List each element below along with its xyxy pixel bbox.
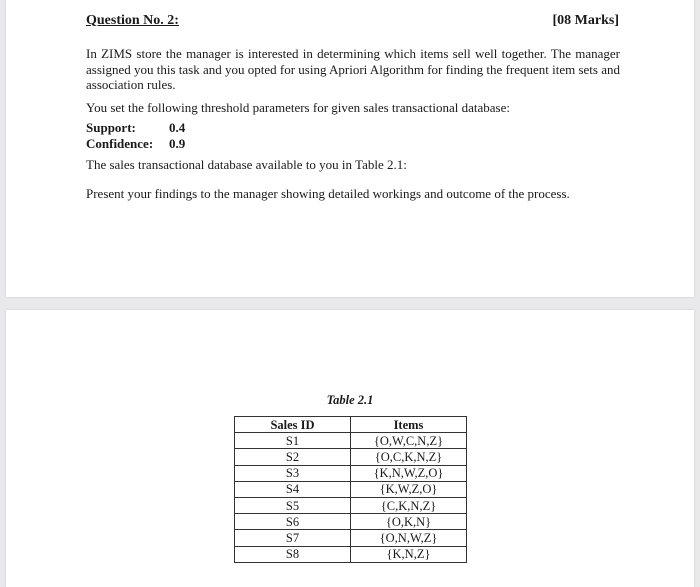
intro-paragraph: In ZIMS store the manager is interested in determining which items sell well together. The manager assigned you this task and you opted for using Apriori Algorithm for finding the frequent item sets and association rules. bbox=[86, 46, 621, 92]
sales-id-cell: S1 bbox=[235, 433, 351, 449]
table-row bbox=[235, 514, 467, 530]
thresholds-paragraph: You set the following threshold parameters for given sales transactional database: bbox=[86, 100, 510, 115]
items-cell: {O,C,K,N,Z} bbox=[351, 449, 467, 465]
items-cell: {O,N,W,Z} bbox=[351, 530, 467, 546]
sales-id-cell: S4 bbox=[235, 481, 351, 497]
support-label: Support: bbox=[86, 120, 136, 135]
database-paragraph: The sales transactional database available to you in Table 2.1: bbox=[86, 157, 407, 172]
table-row bbox=[235, 546, 467, 562]
table-header-row bbox=[235, 417, 467, 433]
sales-id-cell: S5 bbox=[235, 497, 351, 513]
table-page bbox=[6, 310, 694, 587]
items-cell: {C,K,N,Z} bbox=[351, 497, 467, 513]
items-cell: {K,W,Z,O} bbox=[351, 481, 467, 497]
table-caption: Table 2.1 bbox=[326, 393, 374, 407]
support-parameter bbox=[86, 120, 186, 136]
items-cell: {K,N,W,Z,O} bbox=[351, 465, 467, 481]
question-title: Question No. 2: bbox=[86, 13, 179, 28]
table-row bbox=[235, 449, 467, 465]
sales-id-cell: S8 bbox=[235, 546, 351, 562]
table-row bbox=[235, 497, 467, 513]
table-row bbox=[235, 465, 467, 481]
items-cell: {O,W,C,N,Z} bbox=[351, 433, 467, 449]
header-sales-id: Sales ID bbox=[235, 417, 351, 433]
items-cell: {K,N,Z} bbox=[351, 546, 467, 562]
support-value: 0.4 bbox=[169, 120, 186, 135]
sales-id-cell: S7 bbox=[235, 530, 351, 546]
confidence-value: 0.9 bbox=[169, 136, 186, 151]
question-header bbox=[86, 13, 619, 33]
question-page bbox=[6, 0, 694, 297]
present-paragraph: Present your findings to the manager showing detailed workings and outcome of the process. bbox=[86, 186, 570, 201]
sales-table bbox=[234, 416, 467, 563]
items-cell: {O,K,N} bbox=[351, 514, 467, 530]
table-row bbox=[235, 530, 467, 546]
header-items: Items bbox=[351, 417, 467, 433]
sales-id-cell: S3 bbox=[235, 465, 351, 481]
table-row bbox=[235, 481, 467, 497]
confidence-parameter bbox=[86, 136, 186, 152]
sales-id-cell: S6 bbox=[235, 514, 351, 530]
table-row bbox=[235, 433, 467, 449]
sales-id-cell: S2 bbox=[235, 449, 351, 465]
confidence-label: Confidence: bbox=[86, 136, 154, 151]
question-marks: [08 Marks] bbox=[552, 13, 619, 28]
